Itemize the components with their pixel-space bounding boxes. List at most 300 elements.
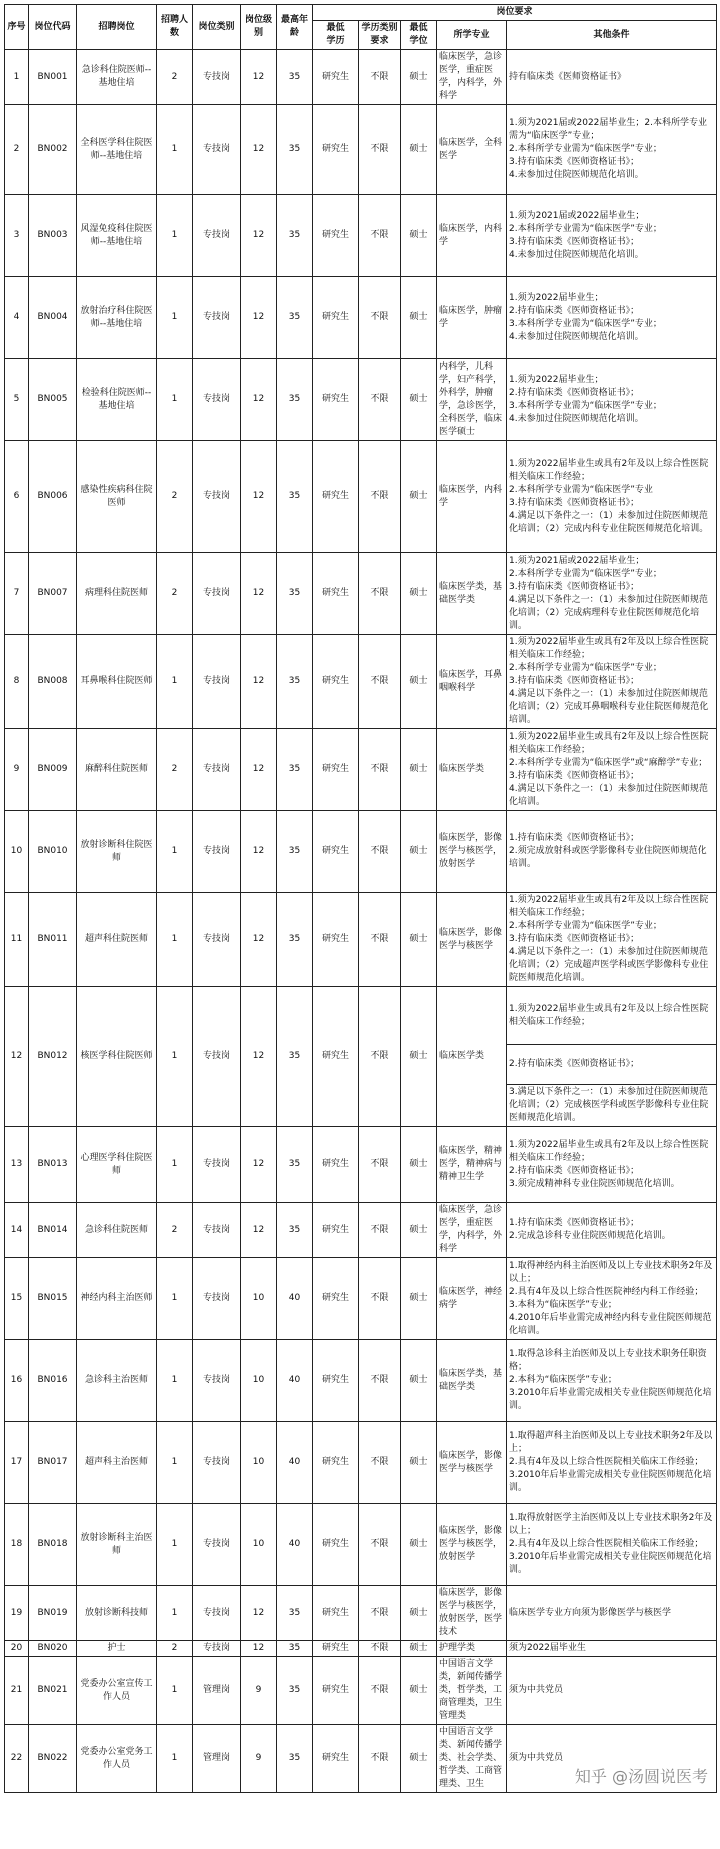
header-seq: 序号: [5, 5, 29, 50]
cell-other: 1.须为2022届毕业生或具有2年及以上综合性医院相关临床工作经验； 2.本科所学专业需为“临床医学”专业 3.持有临床类《医师资格证书》； 4.满足以下条件之一：（1）未参加过住院医师规范化培训；（2）完成内科专业住院医师规范化培训。: [507, 441, 717, 553]
cell-level: 12: [241, 50, 277, 105]
cell-edu-type: 不限: [359, 277, 401, 359]
cell-code: BN010: [29, 811, 77, 893]
cell-count: 1: [157, 1258, 193, 1340]
cell-age: 35: [277, 195, 313, 277]
cell-edu: 研究生: [313, 1504, 359, 1586]
cell-level: 12: [241, 635, 277, 729]
cell-other: 2.持有临床类《医师资格证书》；: [507, 1045, 717, 1085]
cell-category: 专技岗: [193, 635, 241, 729]
cell-count: 1: [157, 1504, 193, 1586]
cell-level: 12: [241, 1586, 277, 1641]
cell-code: BN006: [29, 441, 77, 553]
cell-age: 35: [277, 987, 313, 1127]
cell-degree: 硕士: [401, 1657, 437, 1725]
cell-level: 9: [241, 1725, 277, 1793]
cell-count: 2: [157, 1641, 193, 1657]
watermark-text: 知乎 @汤圆说医考: [574, 1767, 708, 1786]
cell-other: 1.须为2021届或2022届毕业生；2.本科所学专业需为“临床医学”专业； 2.本科所学专业需为“临床医学”专业； 3.持有临床类《医师资格证书》； 4.未参加过住院医师规范化培训。: [507, 105, 717, 195]
cell-edu: 研究生: [313, 1586, 359, 1641]
cell-code: BN011: [29, 893, 77, 987]
cell-degree: 硕士: [401, 1641, 437, 1657]
cell-degree: 硕士: [401, 105, 437, 195]
cell-edu-type: 不限: [359, 1258, 401, 1340]
cell-seq: 18: [5, 1504, 29, 1586]
cell-degree: 硕士: [401, 277, 437, 359]
cell-edu: 研究生: [313, 1127, 359, 1203]
cell-category: 管理岗: [193, 1657, 241, 1725]
cell-edu-type: 不限: [359, 50, 401, 105]
cell-code: BN009: [29, 729, 77, 811]
header-code: 岗位代码: [29, 5, 77, 50]
cell-position: 放射诊断科住院医师: [77, 811, 157, 893]
recruitment-table-page: [4, 4, 716, 1793]
table-row: [5, 987, 717, 1045]
cell-level: 9: [241, 1657, 277, 1725]
header-level: 岗位级别: [241, 5, 277, 50]
cell-edu: 研究生: [313, 553, 359, 635]
cell-level: 12: [241, 893, 277, 987]
cell-age: 35: [277, 1203, 313, 1258]
recruitment-table: [4, 4, 717, 1793]
cell-code: BN021: [29, 1657, 77, 1725]
cell-major: 临床医学，影像医学与核医学: [437, 893, 507, 987]
cell-degree: 硕士: [401, 729, 437, 811]
cell-category: 专技岗: [193, 1504, 241, 1586]
cell-age: 35: [277, 1127, 313, 1203]
table-body: [5, 50, 717, 1793]
table-row: [5, 729, 717, 811]
table-row: [5, 553, 717, 635]
cell-seq: 8: [5, 635, 29, 729]
cell-age: 35: [277, 277, 313, 359]
cell-edu: 研究生: [313, 1725, 359, 1793]
cell-seq: 5: [5, 359, 29, 441]
cell-major: 中国语言文学类，新闻传播学类，哲学类，工商管理类，卫生管理类: [437, 1657, 507, 1725]
cell-other: 1.须为2022届毕业生； 2.持有临床类《医师资格证书》； 3.本科所学专业需为“临床医学”专业； 4.未参加过住院医师规范化培训。: [507, 277, 717, 359]
cell-other: 3.满足以下条件之一：（1）未参加过住院医师规范化培训；（2）完成核医学科或医学影像科专业住院医师规范化培训。: [507, 1085, 717, 1127]
cell-edu-type: 不限: [359, 1422, 401, 1504]
cell-edu: 研究生: [313, 1203, 359, 1258]
cell-seq: 22: [5, 1725, 29, 1793]
cell-other: 1.取得急诊科主治医师及以上专业技术职务任职资格； 2.本科为“临床医学”专业； 3.2010年后毕业需完成相关专业住院医师规范化培训。: [507, 1340, 717, 1422]
cell-edu-type: 不限: [359, 1504, 401, 1586]
cell-major: 护理学类: [437, 1641, 507, 1657]
cell-count: 1: [157, 1422, 193, 1504]
cell-age: 40: [277, 1340, 313, 1422]
cell-level: 12: [241, 1203, 277, 1258]
cell-category: 专技岗: [193, 811, 241, 893]
cell-major: 临床医学类: [437, 987, 507, 1127]
cell-code: BN015: [29, 1258, 77, 1340]
cell-degree: 硕士: [401, 1203, 437, 1258]
cell-count: 1: [157, 195, 193, 277]
table-row: [5, 811, 717, 893]
cell-major: 内科学，儿科学，妇产科学，外科学，肿瘤学，急诊医学，全科医学，临床医学硕士: [437, 359, 507, 441]
cell-age: 35: [277, 105, 313, 195]
cell-edu: 研究生: [313, 1340, 359, 1422]
cell-other: 1.须为2021届或2022届毕业生； 2.本科所学专业需为“临床医学”专业； 3.持有临床类《医师资格证书》； 4.未参加过住院医师规范化培训。: [507, 195, 717, 277]
cell-level: 10: [241, 1422, 277, 1504]
cell-position: 护士: [77, 1641, 157, 1657]
cell-level: 12: [241, 359, 277, 441]
cell-count: 1: [157, 1725, 193, 1793]
cell-category: 专技岗: [193, 553, 241, 635]
cell-degree: 硕士: [401, 1504, 437, 1586]
cell-position: 急诊科主治医师: [77, 1340, 157, 1422]
cell-category: 专技岗: [193, 1340, 241, 1422]
table-row: [5, 1586, 717, 1641]
table-row: [5, 1657, 717, 1725]
cell-edu-type: 不限: [359, 893, 401, 987]
cell-seq: 10: [5, 811, 29, 893]
cell-edu-type: 不限: [359, 105, 401, 195]
header-category: 岗位类别: [193, 5, 241, 50]
cell-position: 风湿免疫科住院医师--基地住培: [77, 195, 157, 277]
cell-other: 须为中共党员: [507, 1725, 717, 1793]
cell-other: 1.取得放射医学主治医师及以上专业技术职务2年及以上； 2.具有4年及以上综合性医院相关临床工作经验； 3.2010年后毕业需完成相关专业住院医师规范化培训。: [507, 1504, 717, 1586]
cell-degree: 硕士: [401, 195, 437, 277]
cell-edu: 研究生: [313, 811, 359, 893]
cell-code: BN020: [29, 1641, 77, 1657]
cell-age: 35: [277, 50, 313, 105]
cell-position: 耳鼻喉科住院医师: [77, 635, 157, 729]
cell-code: BN019: [29, 1586, 77, 1641]
cell-edu-type: 不限: [359, 1127, 401, 1203]
cell-edu: 研究生: [313, 1657, 359, 1725]
cell-age: 40: [277, 1258, 313, 1340]
cell-edu-type: 不限: [359, 811, 401, 893]
header-position: 招聘岗位: [77, 5, 157, 50]
cell-edu-type: 不限: [359, 195, 401, 277]
cell-major: 临床医学，影像医学与核医学，放射医学，医学技术: [437, 1586, 507, 1641]
cell-position: 放射诊断科主治医师: [77, 1504, 157, 1586]
cell-major: 临床医学，内科学: [437, 441, 507, 553]
cell-other: 须为中共党员: [507, 1657, 717, 1725]
header-edu-type: 学历类别 要求: [359, 21, 401, 50]
cell-major: 临床医学，全科医学: [437, 105, 507, 195]
cell-code: BN002: [29, 105, 77, 195]
cell-code: BN014: [29, 1203, 77, 1258]
cell-seq: 13: [5, 1127, 29, 1203]
cell-edu: 研究生: [313, 359, 359, 441]
cell-position: 超声科主治医师: [77, 1422, 157, 1504]
table-row: [5, 1340, 717, 1422]
cell-major: 临床医学类，基础医学类: [437, 553, 507, 635]
cell-age: 35: [277, 1641, 313, 1657]
cell-edu: 研究生: [313, 1422, 359, 1504]
cell-major: 临床医学，影像医学与核医学，放射医学: [437, 1504, 507, 1586]
cell-category: 专技岗: [193, 50, 241, 105]
cell-other: 1.须为2022届毕业生或具有2年及以上综合性医院相关临床工作经验； 2.持有临床类《医师资格证书》； 3.须完成精神科专业住院医师规范化培训。: [507, 1127, 717, 1203]
cell-count: 2: [157, 729, 193, 811]
cell-edu: 研究生: [313, 635, 359, 729]
cell-count: 1: [157, 987, 193, 1127]
cell-category: 专技岗: [193, 1258, 241, 1340]
table-row: [5, 105, 717, 195]
cell-seq: 11: [5, 893, 29, 987]
cell-edu: 研究生: [313, 987, 359, 1127]
cell-major: 临床医学，急诊医学，重症医学，内科学，外科学: [437, 1203, 507, 1258]
cell-category: 专技岗: [193, 1641, 241, 1657]
cell-edu-type: 不限: [359, 635, 401, 729]
cell-seq: 14: [5, 1203, 29, 1258]
cell-count: 2: [157, 441, 193, 553]
cell-edu-type: 不限: [359, 1657, 401, 1725]
cell-degree: 硕士: [401, 811, 437, 893]
cell-category: 专技岗: [193, 1422, 241, 1504]
cell-age: 35: [277, 1586, 313, 1641]
cell-level: 12: [241, 195, 277, 277]
cell-edu: 研究生: [313, 50, 359, 105]
cell-edu-type: 不限: [359, 987, 401, 1127]
header-requirements: 岗位要求: [313, 5, 717, 21]
cell-age: 35: [277, 893, 313, 987]
cell-count: 1: [157, 635, 193, 729]
cell-category: 专技岗: [193, 1203, 241, 1258]
cell-degree: 硕士: [401, 50, 437, 105]
cell-level: 12: [241, 441, 277, 553]
table-row: [5, 277, 717, 359]
table-row: [5, 195, 717, 277]
cell-level: 12: [241, 1641, 277, 1657]
cell-code: BN007: [29, 553, 77, 635]
cell-edu: 研究生: [313, 441, 359, 553]
cell-degree: 硕士: [401, 1127, 437, 1203]
cell-category: 管理岗: [193, 1725, 241, 1793]
header-count: 招聘人数: [157, 5, 193, 50]
cell-position: 放射诊断科技师: [77, 1586, 157, 1641]
cell-code: BN001: [29, 50, 77, 105]
cell-major: 中国语言文学类、新闻传播学类、社会学类、哲学类、工商管理类、卫生: [437, 1725, 507, 1793]
cell-age: 40: [277, 1422, 313, 1504]
cell-code: BN013: [29, 1127, 77, 1203]
cell-position: 党委办公室党务工作人员: [77, 1725, 157, 1793]
cell-level: 12: [241, 553, 277, 635]
cell-other: 1.须为2022届毕业生或具有2年及以上综合性医院相关临床工作经验； 2.本科所学专业需为“临床医学”专业； 3.持有临床类《医师资格证书》； 4.满足以下条件之一：（1）未参加过住院医师规范化培训；（2）完成耳鼻咽喉科专业住院医师规范化培训。: [507, 635, 717, 729]
cell-age: 35: [277, 811, 313, 893]
cell-category: 专技岗: [193, 893, 241, 987]
cell-level: 12: [241, 1127, 277, 1203]
cell-major: 临床医学类: [437, 729, 507, 811]
cell-category: 专技岗: [193, 105, 241, 195]
cell-level: 12: [241, 105, 277, 195]
cell-major: 临床医学，内科学: [437, 195, 507, 277]
cell-edu-type: 不限: [359, 1203, 401, 1258]
cell-position: 急诊科住院医师--基地住培: [77, 50, 157, 105]
cell-count: 1: [157, 1586, 193, 1641]
cell-seq: 9: [5, 729, 29, 811]
cell-other: 1.取得神经内科主治医师及以上专业技术职务2年及以上； 2.具有4年及以上综合性医院神经内科工作经验； 3.本科为“临床医学”专业； 4.2010年后毕业需完成神经内科专业住院医师规范化培训。: [507, 1258, 717, 1340]
table-row: [5, 50, 717, 105]
cell-age: 40: [277, 1504, 313, 1586]
table-row: [5, 359, 717, 441]
cell-other: 1.取得超声科主治医师及以上专业技术职务2年及以上； 2.具有4年及以上综合性医院相关临床工作经验； 3.2010年后毕业需完成相关专业住院医师规范化培训。: [507, 1422, 717, 1504]
cell-degree: 硕士: [401, 1422, 437, 1504]
cell-seq: 1: [5, 50, 29, 105]
cell-count: 1: [157, 893, 193, 987]
cell-code: BN005: [29, 359, 77, 441]
table-row: [5, 1258, 717, 1340]
cell-code: BN016: [29, 1340, 77, 1422]
cell-count: 2: [157, 50, 193, 105]
cell-seq: 15: [5, 1258, 29, 1340]
cell-position: 检验科住院医师--基地住培: [77, 359, 157, 441]
cell-code: BN018: [29, 1504, 77, 1586]
table-row: [5, 635, 717, 729]
cell-category: 专技岗: [193, 441, 241, 553]
cell-major: 临床医学，精神医学，精神病与精神卫生学: [437, 1127, 507, 1203]
table-header: [5, 5, 717, 50]
cell-degree: 硕士: [401, 359, 437, 441]
cell-degree: 硕士: [401, 635, 437, 729]
cell-degree: 硕士: [401, 1340, 437, 1422]
cell-count: 1: [157, 1127, 193, 1203]
cell-other: 临床医学专业方向须为影像医学与核医学: [507, 1586, 717, 1641]
table-row: [5, 1203, 717, 1258]
cell-position: 放射治疗科住院医师--基地住培: [77, 277, 157, 359]
cell-edu: 研究生: [313, 1641, 359, 1657]
header-min-edu: 最低 学历: [313, 21, 359, 50]
cell-other: 1.须为2022届毕业生或具有2年及以上综合性医院相关临床工作经验；: [507, 987, 717, 1045]
cell-degree: 硕士: [401, 1725, 437, 1793]
cell-count: 1: [157, 1657, 193, 1725]
cell-position: 党委办公室宣传工作人员: [77, 1657, 157, 1725]
cell-major: 临床医学类，基础医学类: [437, 1340, 507, 1422]
table-row: [5, 893, 717, 987]
cell-degree: 硕士: [401, 553, 437, 635]
cell-edu-type: 不限: [359, 1725, 401, 1793]
cell-code: BN008: [29, 635, 77, 729]
cell-age: 35: [277, 635, 313, 729]
cell-other: 1.持有临床类《医师资格证书》； 2.完成急诊科专业住院医师规范化培训。: [507, 1203, 717, 1258]
cell-category: 专技岗: [193, 729, 241, 811]
table-row: [5, 1422, 717, 1504]
cell-edu-type: 不限: [359, 729, 401, 811]
cell-edu-type: 不限: [359, 1586, 401, 1641]
cell-seq: 7: [5, 553, 29, 635]
cell-degree: 硕士: [401, 987, 437, 1127]
table-row: [5, 1127, 717, 1203]
cell-degree: 硕士: [401, 1586, 437, 1641]
cell-age: 35: [277, 1725, 313, 1793]
header-age: 最高年龄: [277, 5, 313, 50]
header-major: 所学专业: [437, 21, 507, 50]
cell-category: 专技岗: [193, 1586, 241, 1641]
cell-count: 1: [157, 359, 193, 441]
cell-edu-type: 不限: [359, 1340, 401, 1422]
cell-age: 35: [277, 729, 313, 811]
cell-major: 临床医学，耳鼻咽喉科学: [437, 635, 507, 729]
cell-edu: 研究生: [313, 893, 359, 987]
table-row: [5, 1641, 717, 1657]
cell-degree: 硕士: [401, 893, 437, 987]
cell-seq: 21: [5, 1657, 29, 1725]
cell-edu: 研究生: [313, 195, 359, 277]
cell-code: BN012: [29, 987, 77, 1127]
cell-code: BN022: [29, 1725, 77, 1793]
cell-age: 35: [277, 553, 313, 635]
cell-degree: 硕士: [401, 1258, 437, 1340]
cell-level: 12: [241, 987, 277, 1127]
cell-seq: 2: [5, 105, 29, 195]
header-other: 其他条件: [507, 21, 717, 50]
cell-count: 1: [157, 811, 193, 893]
cell-other: 须为2022届毕业生: [507, 1641, 717, 1657]
cell-major: 临床医学，影像医学与核医学，放射医学: [437, 811, 507, 893]
cell-category: 专技岗: [193, 987, 241, 1127]
cell-edu-type: 不限: [359, 553, 401, 635]
cell-edu-type: 不限: [359, 1641, 401, 1657]
cell-age: 35: [277, 1657, 313, 1725]
cell-major: 临床医学，影像医学与核医学: [437, 1422, 507, 1504]
cell-edu: 研究生: [313, 729, 359, 811]
cell-category: 专技岗: [193, 1127, 241, 1203]
cell-seq: 3: [5, 195, 29, 277]
cell-position: 全科医学科住院医师--基地住培: [77, 105, 157, 195]
cell-count: 2: [157, 553, 193, 635]
header-min-degree: 最低 学位: [401, 21, 437, 50]
cell-edu: 研究生: [313, 105, 359, 195]
cell-level: 12: [241, 811, 277, 893]
cell-category: 专技岗: [193, 359, 241, 441]
cell-position: 感染性疾病科住院医师: [77, 441, 157, 553]
cell-edu: 研究生: [313, 277, 359, 359]
cell-age: 35: [277, 441, 313, 553]
cell-seq: 4: [5, 277, 29, 359]
table-row: [5, 441, 717, 553]
cell-other: 1.持有临床类《医师资格证书》； 2.须完成放射科或医学影像科专业住院医师规范化培训。: [507, 811, 717, 893]
cell-major: 临床医学，肿瘤学: [437, 277, 507, 359]
cell-seq: 17: [5, 1422, 29, 1504]
cell-other: 1.须为2022届毕业生或具有2年及以上综合性医院相关临床工作经验； 2.本科所学专业需为“临床医学”专业； 3.持有临床类《医师资格证书》； 4.满足以下条件之一：（1）未参加过住院医师规范化培训；（2）完成超声医学科或医学影像科专业住院医师规范化培训。: [507, 893, 717, 987]
cell-position: 麻醉科住院医师: [77, 729, 157, 811]
cell-seq: 6: [5, 441, 29, 553]
cell-level: 12: [241, 729, 277, 811]
cell-major: 临床医学，神经病学: [437, 1258, 507, 1340]
cell-other: 1.须为2022届毕业生； 2.持有临床类《医师资格证书》； 3.本科所学专业需为“临床医学”专业； 4.未参加过住院医师规范化培训。: [507, 359, 717, 441]
cell-other: 1.须为2021届或2022届毕业生； 2.本科所学专业需为“临床医学”专业； 3.持有临床类《医师资格证书》； 4.满足以下条件之一：（1）未参加过住院医师规范化培训；（2）完成病理科专业住院医师规范化培训。: [507, 553, 717, 635]
cell-edu-type: 不限: [359, 359, 401, 441]
cell-position: 病理科住院医师: [77, 553, 157, 635]
cell-code: BN004: [29, 277, 77, 359]
cell-position: 神经内科主治医师: [77, 1258, 157, 1340]
cell-age: 35: [277, 359, 313, 441]
cell-code: BN003: [29, 195, 77, 277]
cell-degree: 硕士: [401, 441, 437, 553]
cell-edu-type: 不限: [359, 441, 401, 553]
cell-seq: 12: [5, 987, 29, 1127]
cell-count: 2: [157, 1203, 193, 1258]
cell-seq: 20: [5, 1641, 29, 1657]
cell-position: 超声科住院医师: [77, 893, 157, 987]
cell-position: 急诊科住院医师: [77, 1203, 157, 1258]
cell-edu: 研究生: [313, 1258, 359, 1340]
cell-count: 1: [157, 105, 193, 195]
cell-category: 专技岗: [193, 195, 241, 277]
cell-category: 专技岗: [193, 277, 241, 359]
cell-level: 10: [241, 1258, 277, 1340]
cell-other: 持有临床类《医师资格证书》: [507, 50, 717, 105]
cell-level: 12: [241, 277, 277, 359]
cell-count: 1: [157, 1340, 193, 1422]
cell-position: 核医学科住院医师: [77, 987, 157, 1127]
cell-count: 1: [157, 277, 193, 359]
cell-major: 临床医学，急诊医学，重症医学，内科学，外科学: [437, 50, 507, 105]
cell-seq: 16: [5, 1340, 29, 1422]
cell-code: BN017: [29, 1422, 77, 1504]
cell-other: 1.须为2022届毕业生或具有2年及以上综合性医院相关临床工作经验； 2.本科所学专业需为“临床医学”或“麻醉学”专业； 3.持有临床类《医师资格证书》； 4.满足以下条件之一：（1）未参加过住院医师规范化培训。: [507, 729, 717, 811]
